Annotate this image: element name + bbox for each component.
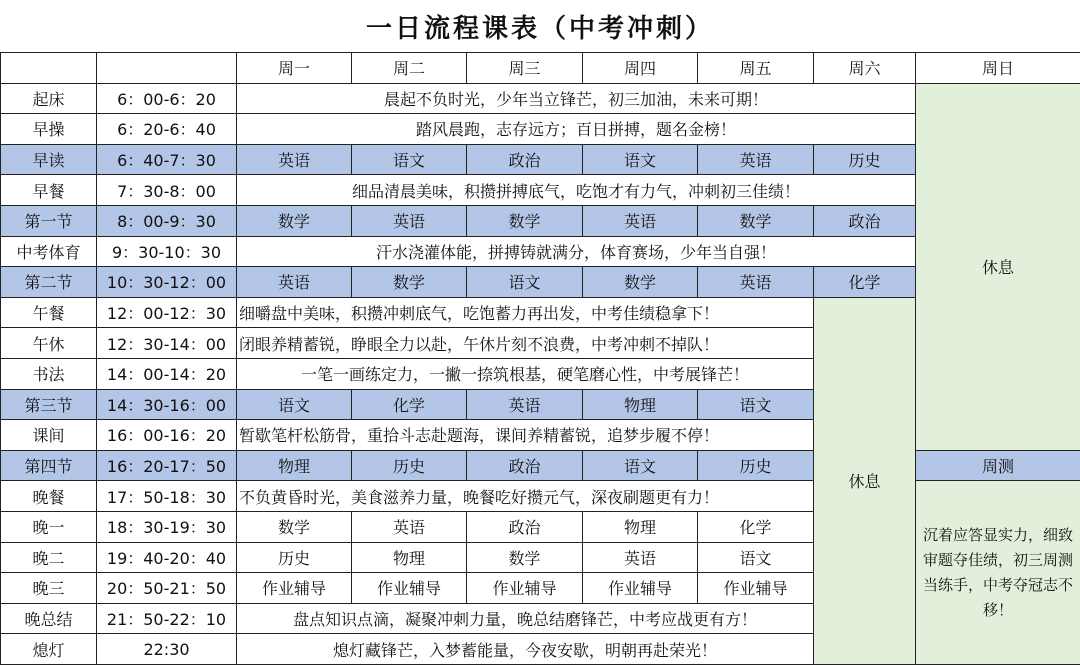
period-time: 6：40-7：30 [97,144,237,175]
subject-cell: 作业辅导 [467,573,583,604]
slogan-cell: 盘点知识点滴，凝聚冲刺力量，晚总结磨锋芒，中考应战更有方！ [237,603,814,634]
header-blank [1,53,97,84]
slogan-cell: 踏风晨跑，志存远方；百日拼搏，题名金榜！ [237,114,916,145]
subject-cell: 数学 [467,542,583,573]
slogan-cell: 暂歇笔杆松筋骨，重拾斗志赴题海，课间养精蓄锐，追梦步履不停！ [237,420,814,451]
slogan-cell: 晨起不负时光，少年当立锋芒，初三加油，未来可期！ [237,83,916,114]
period-name: 第四节 [1,450,97,481]
period-name: 晚餐 [1,481,97,512]
header-day: 周日 [916,53,1080,84]
subject-cell: 物理 [583,389,698,420]
subject-cell: 英语 [467,389,583,420]
period-name: 晚三 [1,573,97,604]
subject-cell: 政治 [814,205,916,236]
subject-cell: 数学 [583,267,698,298]
page-title: 一日流程课表（中考冲刺） [365,13,714,44]
subject-cell: 化学 [698,511,814,542]
subject-cell: 语文 [698,389,814,420]
subject-cell: 语文 [352,144,467,175]
period-time: 21：50-22：10 [97,603,237,634]
period-name: 早操 [1,114,97,145]
subject-cell: 英语 [583,205,698,236]
slogan-cell: 细品清晨美味，积攒拼搏底气，吃饱才有力气，冲刺初三佳绩！ [237,175,916,206]
subject-cell: 政治 [467,511,583,542]
period-time: 22:30 [97,634,237,665]
subject-cell: 物理 [583,511,698,542]
subject-cell: 物理 [237,450,352,481]
period-name: 晚二 [1,542,97,573]
subject-cell: 数学 [237,205,352,236]
subject-cell: 历史 [814,144,916,175]
subject-cell: 英语 [698,144,814,175]
subject-cell: 英语 [352,205,467,236]
period-name: 午休 [1,328,97,359]
period-time: 14：30-16：00 [97,389,237,420]
subject-cell: 数学 [352,267,467,298]
header-day: 周一 [237,53,352,84]
slogan-cell: 闭眼养精蓄锐，睁眼全力以赴，午休片刻不浪费，中考冲刺不掉队！ [237,328,814,359]
subject-cell: 语文 [583,144,698,175]
table-row [1,450,1080,481]
period-time: 9：30-10：30 [97,236,237,267]
period-name: 熄灯 [1,634,97,665]
period-time: 18：30-19：30 [97,511,237,542]
period-time: 17：50-18：30 [97,481,237,512]
subject-cell: 语文 [583,450,698,481]
subject-cell: 语文 [237,389,352,420]
period-time: 6：20-6：40 [97,114,237,145]
period-name: 课间 [1,420,97,451]
slogan-cell: 汗水浇灌体能，拼搏铸就满分，体育赛场，少年当自强！ [237,236,916,267]
weekly-test-slogan: 沉着应答显实力，细致审题夺佳绩，初三周测当练手，中考夺冠志不移！ [916,481,1080,665]
subject-cell: 作业辅导 [352,573,467,604]
period-name: 起床 [1,83,97,114]
slogan-cell: 细嚼盘中美味，积攒冲刺底气，吃饱蓄力再出发，中考佳绩稳拿下！ [237,297,814,328]
period-time: 14：00-14：20 [97,358,237,389]
period-time: 12：00-12：30 [97,297,237,328]
period-name: 晚一 [1,511,97,542]
weekly-test-label: 周测 [916,450,1080,481]
period-name: 第一节 [1,205,97,236]
header-row [1,53,1080,84]
header-day: 周三 [467,53,583,84]
table-row [1,83,1080,114]
subject-cell: 化学 [814,267,916,298]
subject-cell: 数学 [467,205,583,236]
slogan-cell: 熄灯藏锋芒，入梦蓄能量，今夜安歇，明朝再赴荣光！ [237,634,814,665]
period-name: 晚总结 [1,603,97,634]
period-time: 6：00-6：20 [97,83,237,114]
period-name: 早餐 [1,175,97,206]
subject-cell: 语文 [698,542,814,573]
period-time: 7：30-8：00 [97,175,237,206]
header-day: 周五 [698,53,814,84]
period-time: 19：40-20：40 [97,542,237,573]
subject-cell: 政治 [467,450,583,481]
header-blank [97,53,237,84]
schedule-table [0,52,1080,665]
slogan-cell: 一笔一画练定力，一撇一捺筑根基，硬笔磨心性，中考展锋芒！ [237,358,814,389]
header-day: 周四 [583,53,698,84]
subject-cell: 物理 [352,542,467,573]
period-time: 10：30-12：00 [97,267,237,298]
subject-cell: 历史 [237,542,352,573]
subject-cell: 作业辅导 [237,573,352,604]
subject-cell: 语文 [467,267,583,298]
subject-cell: 化学 [352,389,467,420]
subject-cell: 英语 [237,144,352,175]
saturday-rest-cell: 休息 [814,297,916,664]
period-name: 早读 [1,144,97,175]
period-time: 12：30-14：00 [97,328,237,359]
subject-cell: 历史 [698,450,814,481]
subject-cell: 数学 [698,205,814,236]
subject-cell: 政治 [467,144,583,175]
period-name: 午餐 [1,297,97,328]
subject-cell: 英语 [352,511,467,542]
slogan-cell: 不负黄昏时光，美食滋养力量，晚餐吃好攒元气，深夜刷题更有力！ [237,481,814,512]
sunday-rest-cell: 休息 [916,83,1080,450]
period-time: 16：00-16：20 [97,420,237,451]
subject-cell: 英语 [583,542,698,573]
subject-cell: 英语 [698,267,814,298]
subject-cell: 数学 [237,511,352,542]
subject-cell: 作业辅导 [583,573,698,604]
subject-cell: 作业辅导 [698,573,814,604]
period-time: 16：20-17：50 [97,450,237,481]
table-row [1,481,1080,512]
period-name: 第三节 [1,389,97,420]
header-day: 周二 [352,53,467,84]
period-name: 第二节 [1,267,97,298]
period-time: 8：00-9：30 [97,205,237,236]
period-time: 20：50-21：50 [97,573,237,604]
subject-cell: 历史 [352,450,467,481]
period-name: 中考体育 [1,236,97,267]
header-day: 周六 [814,53,916,84]
period-name: 书法 [1,358,97,389]
subject-cell: 英语 [237,267,352,298]
